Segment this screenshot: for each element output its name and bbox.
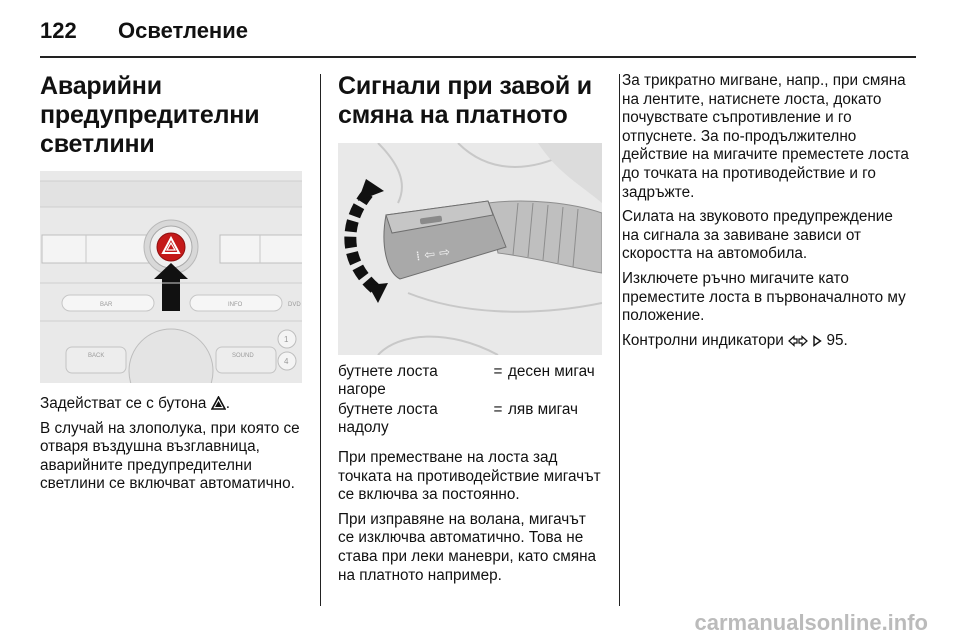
turn-signal-lever-figure (338, 143, 602, 355)
watermark: carmanualsonline.info (694, 610, 928, 635)
lever-actions-table (338, 363, 604, 439)
turn-signal-text-5: Изключете ръчно мигачите като преместите лоста в първоначалното му положение. (622, 269, 906, 325)
column-turn-signals-cont (622, 72, 912, 350)
turn-indicator-icon (788, 335, 808, 347)
table-cell-result: десен мигач (508, 363, 595, 380)
turn-signal-text-3: За трикратно мигване, напр., при смяна на лентите, натиснете лоста, докато почувствате съпротивление и го отпуснете. За по-продължително действие на мигачите преместете лоста до точката на противодействие и го задръжте. (622, 72, 909, 201)
turn-signal-text-2: При изправяне на волана, мигачът се изключва автоматично. Това не става при леки маневри, като смяна на платното например. (338, 510, 597, 584)
column-divider-2 (619, 74, 620, 606)
hazard-text-2: В случай на злополука, при която се отваря въздушна възглавница, аварийните предупредителни светлини се включват автоматично. (40, 419, 300, 493)
table-cell-action: бутнете лоста нагоре (338, 363, 438, 398)
svg-text:⁞ ⇦ ⇨: ⁞ ⇦ ⇨ (415, 244, 452, 265)
title-line: светлини (40, 130, 155, 158)
hazard-text-1-end: . (225, 395, 230, 412)
hazard-panel-illustration (40, 171, 302, 383)
page-number: 122 (40, 18, 77, 43)
title-line: Сигнали при завой и (338, 72, 592, 100)
chapter-title: Осветление (118, 18, 248, 43)
panel-label: BAR (100, 302, 113, 308)
table-cell-eq: = (493, 401, 503, 418)
panel-label: SOUND (232, 353, 254, 359)
table-cell-action: бутнете лоста надолу (338, 401, 438, 436)
table-row (338, 401, 604, 439)
column-hazard-lights (40, 72, 306, 494)
panel-label: BACK (88, 353, 105, 359)
title-line: Аварийни (40, 72, 162, 100)
lever-illustration (338, 143, 602, 355)
column-divider-1 (320, 74, 321, 606)
page-ref-icon (812, 335, 822, 347)
hazard-text-1 (40, 395, 306, 414)
table-row (338, 363, 604, 401)
hazard-warning-icon (211, 396, 226, 410)
panel-label: DVD (288, 302, 301, 308)
section-title-hazard (40, 72, 306, 159)
turn-signal-text-4: Силата на звуковото предупреждение на сигнала за завиване зависи от скоростта на автомобила. (622, 208, 893, 263)
turn-signal-text-1: При преместване на лоста зад точката на противодействие мигачът се включва за постоянно. (338, 449, 601, 504)
title-line: предупредителни (40, 101, 260, 129)
title-line: смяна на платното (338, 101, 568, 129)
table-cell-result: ляв мигач (508, 401, 579, 418)
indicator-reference-page[interactable]: 95. (826, 331, 848, 349)
indicator-reference (622, 332, 912, 351)
hazard-text-1-start: Задействат се с бутона (40, 395, 211, 412)
table-cell-eq: = (493, 363, 503, 380)
panel-label: 1 (284, 335, 289, 344)
column-turn-signals (338, 72, 604, 585)
hazard-button-figure (40, 171, 302, 383)
header-rule (40, 56, 916, 58)
indicator-reference-label: Контролни индикатори (622, 331, 789, 349)
panel-label: 4 (284, 357, 289, 366)
panel-label: INFO (228, 302, 243, 308)
section-title-turn-signals (338, 72, 604, 130)
